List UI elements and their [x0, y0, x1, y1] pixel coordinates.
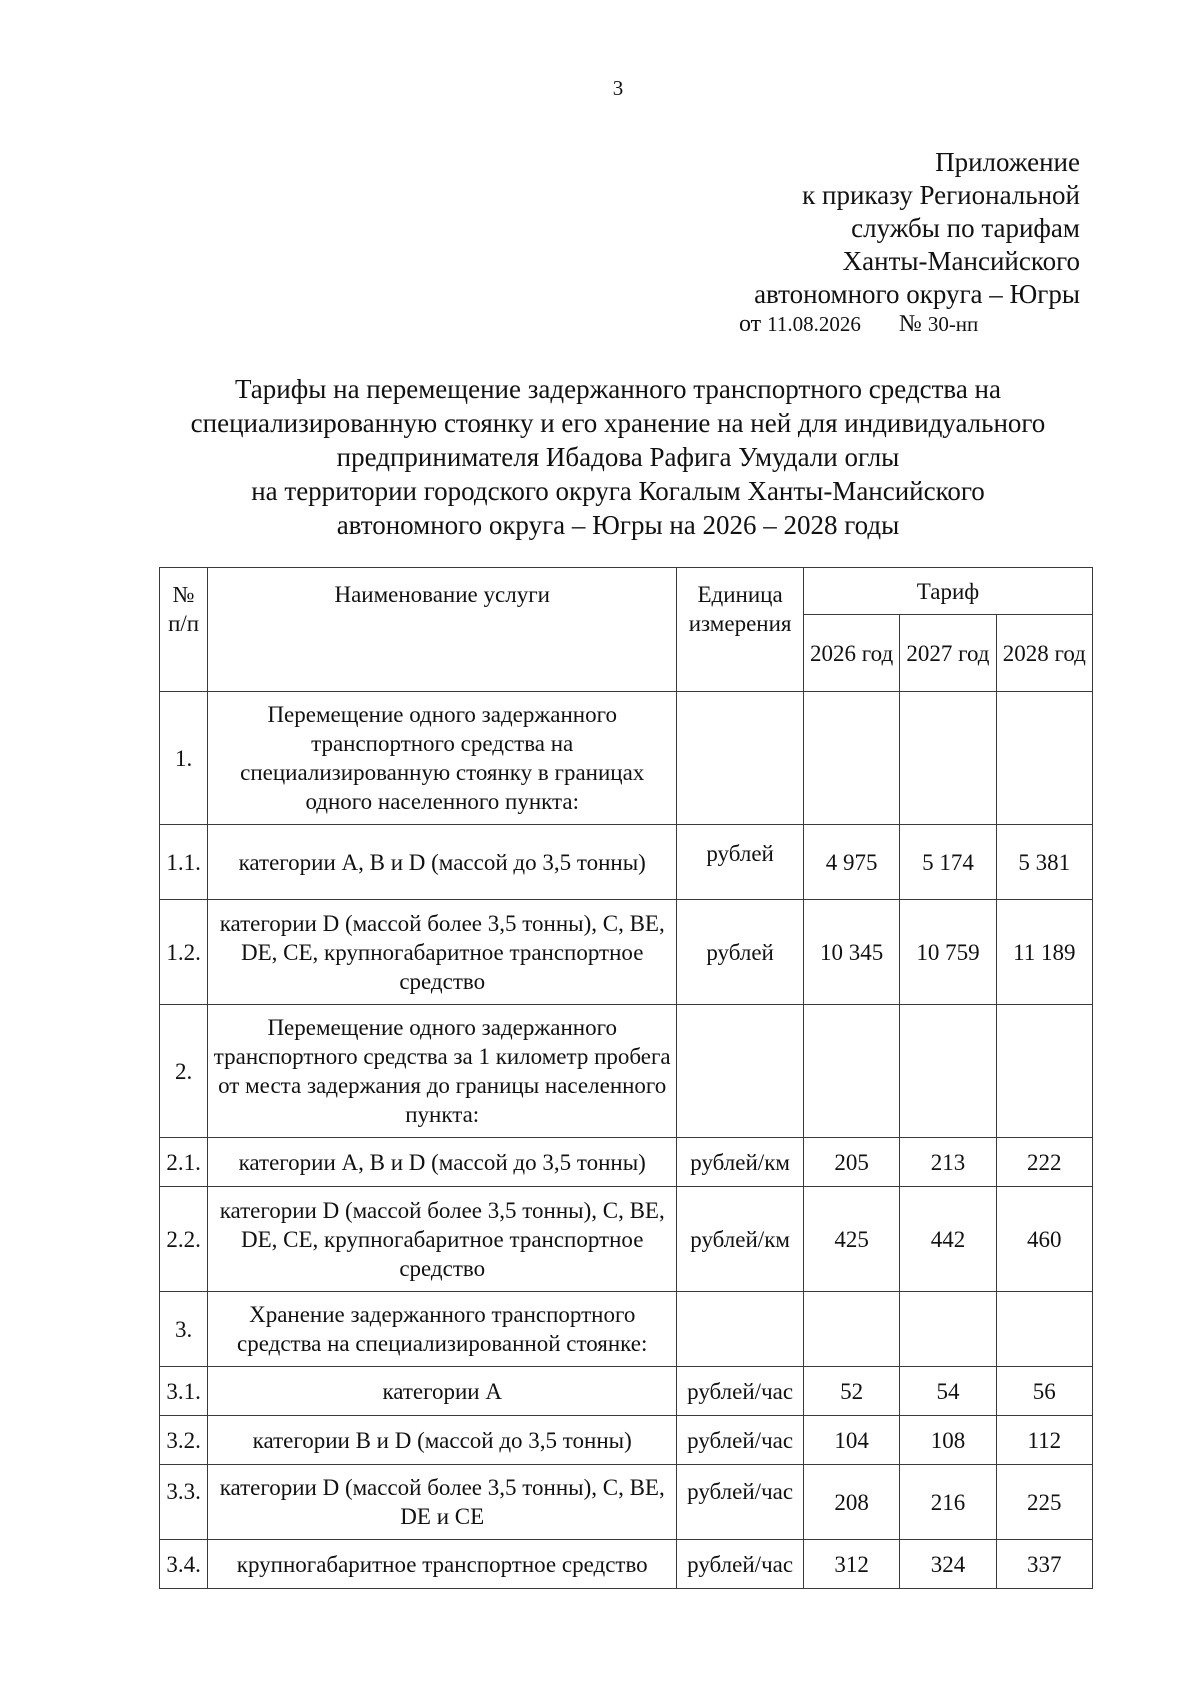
- header-num: № п/п: [160, 568, 208, 692]
- row-num: 2.1.: [160, 1138, 208, 1187]
- row-num: 3.1.: [160, 1367, 208, 1416]
- title-line: автономного округа – Югры на 2026 – 2028 годы: [336, 510, 900, 540]
- row-value-2027: 442: [900, 1187, 996, 1292]
- row-unit: рублей/км: [677, 1187, 804, 1292]
- order-number-sign: №: [898, 311, 922, 337]
- row-num: 1.: [160, 692, 208, 825]
- table-row: [160, 1138, 1093, 1187]
- title-line: предпринимателя Ибадова Рафига Умудали оглы: [336, 442, 900, 472]
- row-value-2028: [996, 692, 1092, 825]
- page-number: 3: [612, 76, 624, 100]
- header-name: Наименование услуги: [208, 568, 677, 692]
- appendix-block: [754, 146, 1080, 311]
- title-line: на территории городского округа Когалым Ханты-Мансийского: [251, 476, 985, 506]
- row-num: 3.3.: [160, 1465, 208, 1540]
- row-value-2027: [900, 692, 996, 825]
- row-unit: рублей/час: [677, 1540, 804, 1589]
- row-value-2028: 112: [996, 1416, 1092, 1465]
- row-value-2028: 222: [996, 1138, 1092, 1187]
- table-row: [160, 1540, 1093, 1589]
- row-value-2027: 5 174: [900, 825, 996, 900]
- row-name: категории D (массой более 3,5 тонны), C, BE, DE, CE, крупногабаритное транспортное средство: [208, 900, 677, 1005]
- row-value-2026: 208: [803, 1465, 899, 1540]
- row-num: 1.2.: [160, 900, 208, 1005]
- row-value-2026: [803, 1292, 899, 1367]
- row-unit: [677, 1292, 804, 1367]
- header-unit: Единица измерения: [677, 568, 804, 692]
- row-unit: рублей: [677, 900, 804, 1005]
- table-row: [160, 825, 1093, 900]
- row-value-2028: [996, 1292, 1092, 1367]
- header-year-2028: 2028 год: [996, 615, 1092, 692]
- table-row: [160, 1292, 1093, 1367]
- row-value-2028: 56: [996, 1367, 1092, 1416]
- row-value-2027: [900, 1005, 996, 1138]
- row-num: 3.: [160, 1292, 208, 1367]
- order-date: 11.08.2026: [767, 312, 861, 336]
- row-unit: рублей/км: [677, 1138, 804, 1187]
- header-tariff: Тариф: [803, 568, 1092, 615]
- row-value-2028: 5 381: [996, 825, 1092, 900]
- row-unit: рублей/час: [677, 1367, 804, 1416]
- title-line: специализированную стоянку и его хранение на ней для индивидуального: [190, 408, 1046, 438]
- row-value-2028: 225: [996, 1465, 1092, 1540]
- row-value-2027: 54: [900, 1367, 996, 1416]
- row-num: 1.1.: [160, 825, 208, 900]
- row-name: категории A: [208, 1367, 677, 1416]
- row-value-2026: 104: [803, 1416, 899, 1465]
- row-value-2027: 108: [900, 1416, 996, 1465]
- row-num: 3.4.: [160, 1540, 208, 1589]
- order-reference: [739, 311, 978, 338]
- row-value-2028: 11 189: [996, 900, 1092, 1005]
- appendix-line: Приложение: [935, 147, 1080, 177]
- row-name: Перемещение одного задержанного транспортного средства за 1 километр пробега от места задержания до границы населенного пункта:: [208, 1005, 677, 1138]
- row-value-2027: [900, 1292, 996, 1367]
- row-value-2026: 205: [803, 1138, 899, 1187]
- row-name: крупногабаритное транспортное средство: [208, 1540, 677, 1589]
- table-row: [160, 1005, 1093, 1138]
- row-value-2028: 337: [996, 1540, 1092, 1589]
- row-name: категории D (массой более 3,5 тонны), C, BE, DE и CE: [208, 1465, 677, 1540]
- row-num: 2.: [160, 1005, 208, 1138]
- table-header-row: [160, 568, 1093, 615]
- row-value-2026: 425: [803, 1187, 899, 1292]
- row-value-2026: [803, 692, 899, 825]
- row-value-2027: 213: [900, 1138, 996, 1187]
- row-name: категории B и D (массой до 3,5 тонны): [208, 1416, 677, 1465]
- table-row: [160, 1187, 1093, 1292]
- row-value-2028: [996, 1005, 1092, 1138]
- header-year-2026: 2026 год: [803, 615, 899, 692]
- row-value-2027: 324: [900, 1540, 996, 1589]
- row-name: Хранение задержанного транспортного средства на специализированной стоянке:: [208, 1292, 677, 1367]
- row-value-2026: 10 345: [803, 900, 899, 1005]
- row-num: 2.2.: [160, 1187, 208, 1292]
- header-year-2027: 2027 год: [900, 615, 996, 692]
- appendix-line: Ханты-Мансийского: [842, 246, 1080, 276]
- table-row: [160, 1416, 1093, 1465]
- row-name: категории D (массой более 3,5 тонны), C, BE, DE, CE, крупногабаритное транспортное средство: [208, 1187, 677, 1292]
- row-value-2027: 216: [900, 1465, 996, 1540]
- row-name: Перемещение одного задержанного транспортного средства на специализированную стоянку в границах одного населенного пункта:: [208, 692, 677, 825]
- row-value-2026: 312: [803, 1540, 899, 1589]
- table-row: [160, 1465, 1093, 1540]
- row-name: категории A, B и D (массой до 3,5 тонны): [208, 825, 677, 900]
- tariff-table: [159, 567, 1093, 1589]
- document-title: [100, 372, 1136, 542]
- order-prefix: от: [739, 311, 762, 337]
- row-value-2027: 10 759: [900, 900, 996, 1005]
- table-row: [160, 692, 1093, 825]
- order-number: 30-нп: [927, 312, 979, 336]
- row-unit: [677, 692, 804, 825]
- appendix-line: автономного округа – Югры: [754, 279, 1080, 309]
- row-unit: рублей/час: [677, 1416, 804, 1465]
- row-value-2026: [803, 1005, 899, 1138]
- row-value-2026: 4 975: [803, 825, 899, 900]
- row-value-2028: 460: [996, 1187, 1092, 1292]
- appendix-line: службы по тарифам: [851, 213, 1080, 243]
- table-row: [160, 1367, 1093, 1416]
- row-value-2026: 52: [803, 1367, 899, 1416]
- table-row: [160, 900, 1093, 1005]
- row-name: категории A, B и D (массой до 3,5 тонны): [208, 1138, 677, 1187]
- appendix-line: к приказу Региональной: [802, 180, 1080, 210]
- row-unit: рублей/час: [677, 1465, 804, 1540]
- title-line: Тарифы на перемещение задержанного транспортного средства на: [234, 374, 1001, 404]
- row-unit: рублей: [677, 825, 804, 900]
- row-unit: [677, 1005, 804, 1138]
- row-num: 3.2.: [160, 1416, 208, 1465]
